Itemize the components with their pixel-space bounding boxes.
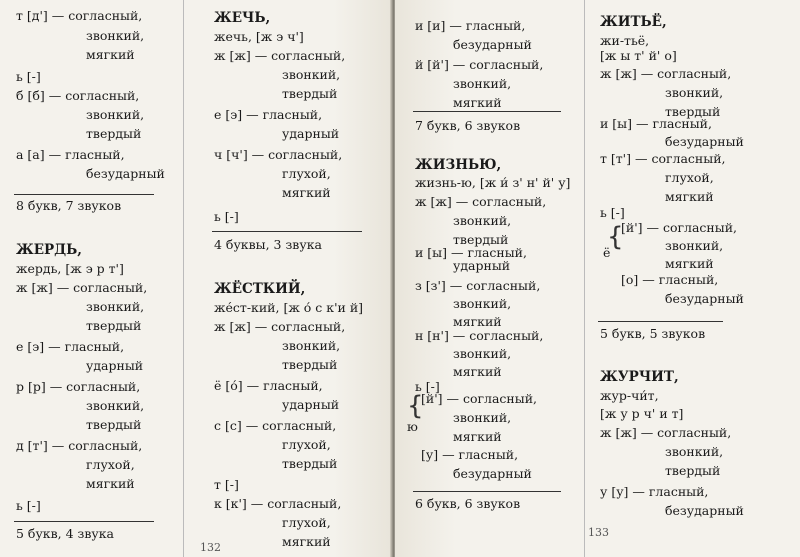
entry-line: ж [ж] — согласный, [214, 48, 346, 63]
entry-line: ь [-] [16, 69, 41, 84]
entry-line: и [ы] — гласный, [415, 245, 527, 260]
entry-line: мягкий [453, 364, 502, 379]
entry-line: безударный [453, 466, 532, 481]
entry-line: т [т'] — согласный, [600, 151, 726, 166]
entry-line: ь [-] [600, 205, 625, 220]
entry-line: ж [ж] — согласный, [16, 280, 148, 295]
sound-count: 4 буквы, 3 звука [214, 237, 322, 252]
entry-line: твердый [86, 417, 142, 432]
entry-line: ж [ж] — согласный, [600, 66, 732, 81]
entry-line: ударный [86, 358, 144, 373]
entry-line: мягкий [86, 476, 135, 491]
entry-line: глухой, [282, 166, 331, 181]
sound-count: 5 букв, 4 звука [16, 526, 115, 541]
entry-line: ь [-] [16, 498, 41, 513]
entry-line: твердый [453, 232, 509, 247]
entry-line: ь [-] [214, 209, 239, 224]
entry-line: с [с] — согласный, [214, 418, 337, 433]
entry-line: ж [ж] — согласный, [214, 319, 346, 334]
entry-line: звонкий, [665, 85, 724, 100]
page-number: 132 [200, 541, 221, 554]
sound-count: 5 букв, 5 звуков [600, 326, 706, 341]
word-heading: ЖЁСТКИЙ, [214, 281, 306, 297]
entry-line: ь [-] [415, 379, 440, 394]
entry-line: ударный [282, 126, 340, 141]
entry-line: звонкий, [453, 76, 512, 91]
entry-line: твердый [282, 86, 338, 101]
entry-line: глухой, [282, 437, 331, 452]
entry-line: твердый [665, 463, 721, 478]
transcription: жи-тьё, [600, 33, 650, 48]
entry-line: звонкий, [282, 67, 341, 82]
entry-line: и [ы] — гласный, [600, 116, 712, 131]
divider [14, 194, 154, 195]
entry-line: звонкий, [86, 398, 145, 413]
entry-line: твердый [86, 318, 142, 333]
entry-line: у [у] — гласный, [600, 484, 709, 499]
entry-line: ударный [453, 258, 511, 273]
entry-line: безударный [453, 37, 532, 52]
entry-line: ж [ж] — согласный, [600, 425, 732, 440]
entry-line: е [э] — гласный, [16, 339, 125, 354]
word-heading: ЖИТЬЁ, [600, 14, 667, 30]
entry-line: н [н'] — согласный, [415, 328, 544, 343]
entry-line: мягкий [453, 429, 502, 444]
entry-line: глухой, [86, 457, 135, 472]
transcription: жизнь-ю, [ж и́ з' н' й' у] [415, 175, 571, 190]
entry-line: ё [о́] — гласный, [214, 378, 323, 393]
entry-line: з [з'] — согласный, [415, 278, 541, 293]
column-separator [183, 0, 184, 557]
entry-line: твердый [282, 357, 338, 372]
sound-count: 8 букв, 7 звуков [16, 198, 122, 213]
entry-line: т [-] [214, 477, 239, 492]
entry-line: звонкий, [86, 107, 145, 122]
entry-line: звонкий, [453, 296, 512, 311]
entry-line: мягкий [665, 189, 714, 204]
entry-line: мягкий [453, 95, 502, 110]
transcription: [ж ы т' й' о] [600, 48, 677, 63]
transcription: жердь, [ж э р т'] [16, 261, 124, 276]
left-page [0, 0, 392, 557]
entry-line: ударный [282, 397, 340, 412]
transcription: жéст-кий, [ж о́ с к'и й] [214, 300, 364, 315]
column-separator [584, 0, 585, 557]
entry-line: [у] — гласный, [421, 447, 519, 462]
entry-line: безударный [665, 503, 744, 518]
entry-line: глухой, [282, 515, 331, 530]
entry-line: твердый [665, 104, 721, 119]
divider [413, 491, 561, 492]
entry-line: безударный [86, 166, 165, 181]
entry-line: [о] — гласный, [621, 272, 719, 287]
entry-letter: ю [407, 419, 418, 434]
entry-line: е [э] — гласный, [214, 107, 323, 122]
entry-line: ч [ч'] — согласный, [214, 147, 343, 162]
entry-letter: ё [603, 245, 611, 260]
transcription: жур-чи́т, [600, 388, 659, 403]
entry-line: р [р] — согласный, [16, 379, 141, 394]
word-heading: ЖИЗНЬЮ, [415, 157, 502, 173]
entry-line: глухой, [665, 170, 714, 185]
entry-line: б [б] — согласный, [16, 88, 140, 103]
entry-line: звонкий, [665, 444, 724, 459]
divider [598, 321, 723, 322]
entry-line: [й'] — согласный, [621, 220, 738, 235]
entry-line: т [д'] — согласный, [16, 8, 143, 23]
entry-line: звонкий, [453, 410, 512, 425]
entry-line: и [и] — гласный, [415, 18, 526, 33]
entry-line: мягкий [453, 314, 502, 329]
entry-line: а [а] — гласный, [16, 147, 125, 162]
entry-line: твердый [86, 126, 142, 141]
entry-line: к [к'] — согласный, [214, 496, 342, 511]
entry-line: звонкий, [665, 238, 724, 253]
transcription: жечь, [ж э ч'] [214, 29, 304, 44]
entry-line: звонкий, [282, 338, 341, 353]
word-heading: ЖЕЧЬ, [214, 10, 271, 26]
entry-line: безударный [665, 134, 744, 149]
word-heading: ЖУРЧИТ, [600, 369, 679, 385]
entry-line: мягкий [282, 185, 331, 200]
entry-line: безударный [665, 291, 744, 306]
entry-line: й [й'] — согласный, [415, 57, 544, 72]
divider [413, 111, 561, 112]
entry-line: мягкий [86, 47, 135, 62]
divider [14, 521, 154, 522]
divider [212, 231, 362, 232]
brace-bracket: { [607, 222, 624, 252]
entry-line: звонкий, [453, 346, 512, 361]
entry-line: д [т'] — согласный, [16, 438, 143, 453]
brace-bracket: { [407, 391, 424, 421]
page-number: 133 [588, 526, 609, 539]
entry-line: звонкий, [453, 213, 512, 228]
word-heading: ЖЕРДЬ, [16, 242, 82, 258]
entry-line: [й'] — согласный, [421, 391, 538, 406]
right-page [395, 0, 800, 557]
sound-count: 6 букв, 6 звуков [415, 496, 521, 511]
entry-line: звонкий, [86, 28, 145, 43]
transcription: [ж у р ч' и т] [600, 406, 684, 421]
entry-line: мягкий [665, 256, 714, 271]
entry-line: ж [ж] — согласный, [415, 194, 547, 209]
entry-line: звонкий, [86, 299, 145, 314]
entry-line: твердый [282, 456, 338, 471]
entry-line: мягкий [282, 534, 331, 549]
sound-count: 7 букв, 6 звуков [415, 118, 521, 133]
